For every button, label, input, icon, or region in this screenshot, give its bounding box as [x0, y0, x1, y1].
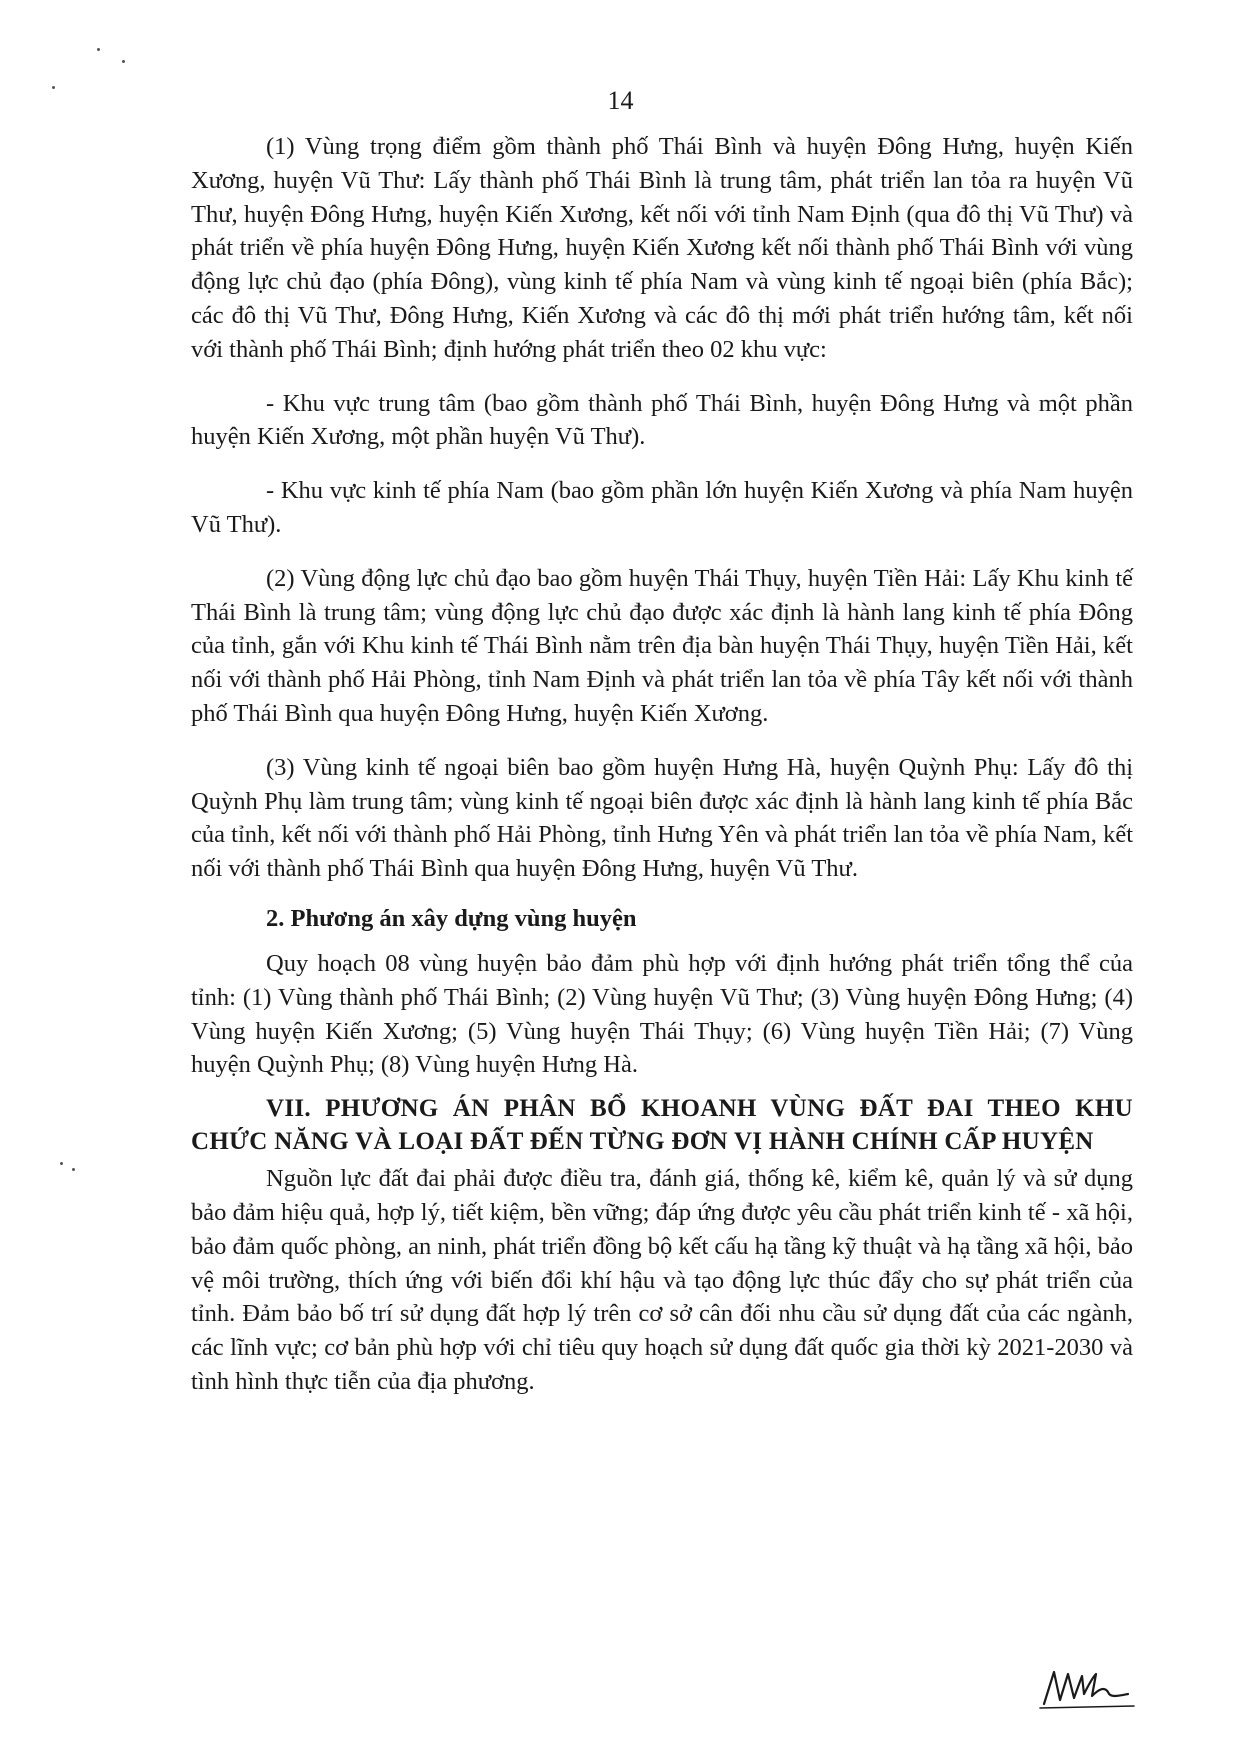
paragraph-central-area: - Khu vực trung tâm (bao gồm thành phố Thái Bình, huyện Đông Hưng và một phần huyện Kiến Xương, một phần huyện Vũ Thư). — [191, 389, 1133, 451]
scan-speck — [60, 1162, 63, 1165]
paragraph-southern-area: - Khu vực kinh tế phía Nam (bao gồm phần lớn huyện Kiến Xương và phía Nam huyện Vũ Thư). — [191, 477, 1133, 538]
paragraph-core-region: (1) Vùng trọng điểm gồm thành phố Thái Bình và huyện Đông Hưng, huyện Kiến Xương, huyện Vũ Thư: Lấy thành phố Thái Bình là trung tâm, phát triển lan tỏa ra huyện Vũ Thư, huyện Đông Hưng, huyện Kiến Xương, kết nối với tỉnh Nam Định (qua đô thị Vũ Thư) và phát triển về phía huyện Đông Hưng, huyện Kiến Xương kết nối thành phố Thái Bình với vùng động lực chủ đạo (phía Đông), vùng kinh tế phía Nam và vùng kinh tế ngoại biên (phía Bắc); các đô thị Vũ Thư, Đông Hưng, Kiến Xương và các đô thị mới phát triển hướng tâm, kết nối với thành phố Thái Bình; định hướng phát triển theo 02 khu vực: — [191, 133, 1133, 363]
paragraph-land-resources: Nguồn lực đất đai phải được điều tra, đánh giá, thống kê, kiểm kê, quản lý và sử dụng bảo đảm hiệu quả, hợp lý, tiết kiệm, bền vững; đáp ứng được yêu cầu phát triển kinh tế - xã hội, bảo đảm quốc phòng, an ninh, phát triển đồng bộ kết cấu hạ tầng kỹ thuật và hạ tầng xã hội, bảo vệ môi trường, thích ứng với biến đổi khí hậu và tạo động lực thúc đẩy cho sự phát triển của tỉnh. Đảm bảo bố trí sử dụng đất hợp lý trên cơ sở cân đối nhu cầu sử dụng đất của các ngành, các lĩnh vực; cơ bản phù hợp với chỉ tiêu quy hoạch sử dụng đất quốc gia thời kỳ 2021-2030 và tình hình thực tiễn của địa phương. — [191, 1165, 1133, 1395]
section-heading-vii: VII. PHƯƠNG ÁN PHÂN BỔ KHOANH VÙNG ĐẤT ĐAI THEO KHU CHỨC NĂNG VÀ LOẠI ĐẤT ĐẾN TỪNG ĐƠN VỊ HÀNH CHÍNH CẤP HUYỆN — [191, 1095, 1133, 1156]
scan-speck — [97, 48, 100, 51]
paragraph-driving-region: (2) Vùng động lực chủ đạo bao gồm huyện Thái Thụy, huyện Tiền Hải: Lấy Khu kinh tế Thái Bình là trung tâm; vùng động lực chủ đạo được xác định là hành lang kinh tế phía Đông của tỉnh, gắn với Khu kinh tế Thái Bình nằm trên địa bàn huyện Thái Thụy, huyện Tiền Hải, kết nối với thành phố Hải Phòng, tỉnh Nam Định và phát triển lan tỏa về phía Tây kết nối với thành phố Thái Bình qua huyện Đông Hưng, huyện Kiến Xương. — [191, 564, 1133, 727]
scan-speck — [72, 1168, 75, 1171]
scan-speck — [122, 60, 125, 63]
paragraph-outer-region: (3) Vùng kinh tế ngoại biên bao gồm huyện Hưng Hà, huyện Quỳnh Phụ: Lấy đô thị Quỳnh Phụ làm trung tâm; vùng kinh tế ngoại biên được xác định là hành lang kinh tế phía Bắc của tỉnh, kết nối với thành phố Hải Phòng, tỉnh Hưng Yên và phát triển lan tỏa về phía Nam, kết nối với thành phố Thái Bình qua huyện Đông Hưng, huyện Vũ Thư. — [191, 753, 1133, 883]
document-body — [191, 130, 1133, 1399]
signature-mark — [1038, 1664, 1138, 1717]
page-number: 14 — [607, 86, 634, 115]
paragraph-district-regions: Quy hoạch 08 vùng huyện bảo đảm phù hợp với định hướng phát triển tổng thể của tỉnh: (1) Vùng thành phố Thái Bình; (2) Vùng huyện Vũ Thư; (3) Vùng huyện Đông Hưng; (4) Vùng huyện Kiến Xương; (5) Vùng huyện Thái Thụy; (6) Vùng huyện Tiền Hải; (7) Vùng huyện Quỳnh Phụ; (8) Vùng huyện Hưng Hà. — [191, 949, 1133, 1079]
subheading-district-regions: 2. Phương án xây dựng vùng huyện — [266, 904, 637, 932]
